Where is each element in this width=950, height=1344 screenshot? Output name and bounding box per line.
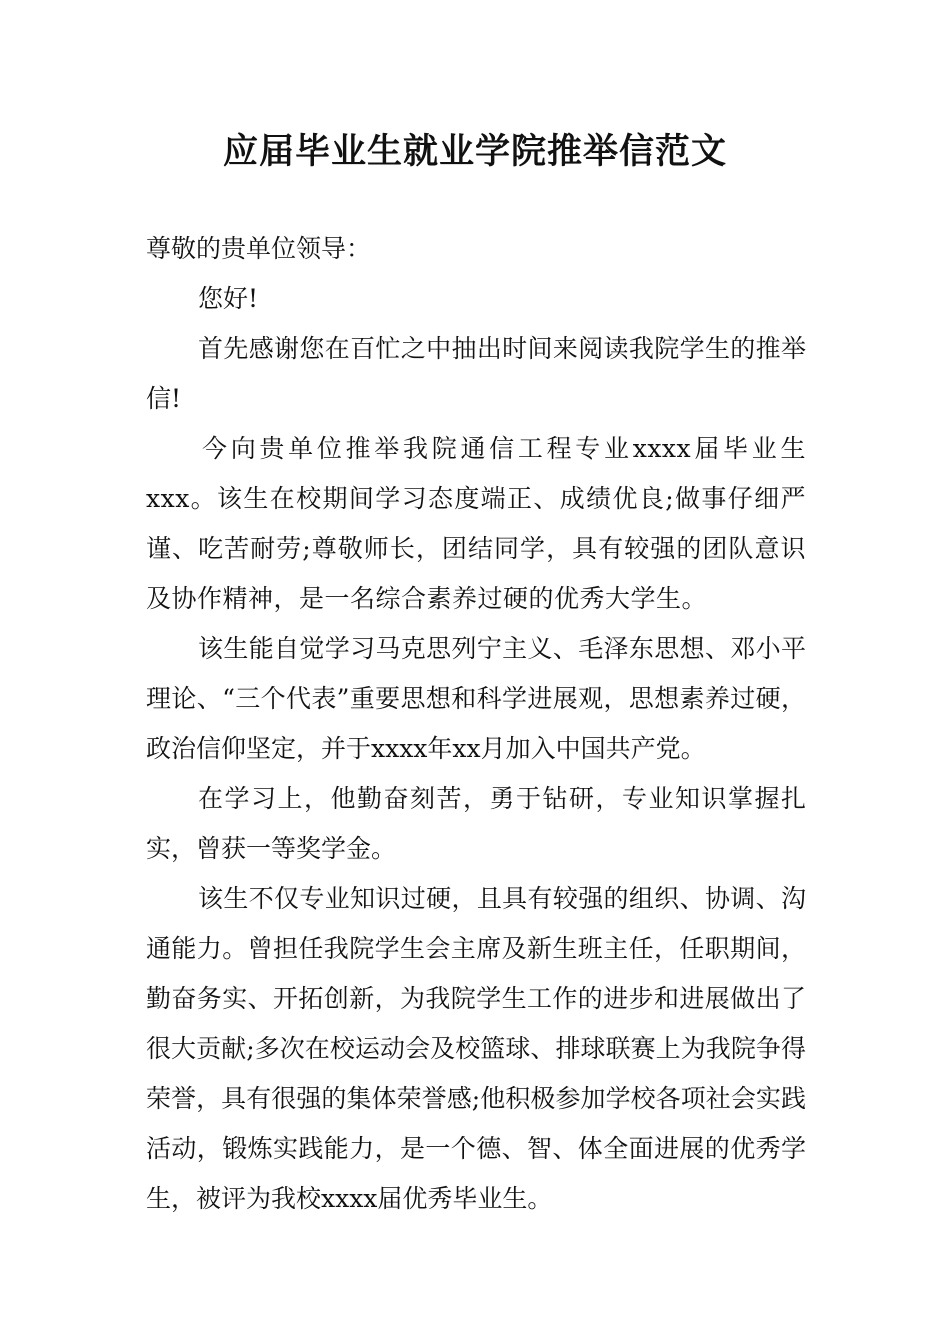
greeting-paragraph: 您好! (198, 284, 259, 313)
study-paragraph: 在学习上，他勤奋刻苦，勇于钻研，专业知识掌握扎实，曾获一等奖学金。 (146, 784, 806, 863)
political-paragraph: 该生能自觉学习马克思列宁主义、毛泽东思想、邓小平理论、“三个代表”重要思想和科学进展观，思想素养过硬，政治信仰坚定，并于xxxx年xx月加入中国共产党。 (146, 634, 806, 763)
recommendation-paragraph: 今向贵单位推举我院通信工程专业xxxx届毕业生xxx。该生在校期间学习态度端正、成绩优良;做事仔细严谨、吃苦耐劳;尊敬师长，团结同学，具有较强的团队意识及协作精神，是一名综合素养过硬的优秀大学生。 (146, 434, 806, 613)
salutation: 尊敬的贵单位领导： (146, 234, 372, 263)
thanks-paragraph: 首先感谢您在百忙之中抽出时间来阅读我院学生的推举信! (146, 334, 806, 413)
abilities-paragraph: 该生不仅专业知识过硬，且具有较强的组织、协调、沟通能力。曾担任我院学生会主席及新生班主任，任职期间，勤奋务实、开拓创新，为我院学生工作的进步和进展做出了很大贡献;多次在校运动会及校篮球、排球联赛上为我院争得荣誉，具有很强的集体荣誉感;他积极参加学校各项社会实践活动，锻炼实践能力，是一个德、智、体全面进展的优秀学生，被评为我校xxxx届优秀毕业生。 (146, 884, 806, 1213)
document-title: 应届毕业生就业学院推举信范文 (222, 132, 727, 172)
letter-body (146, 224, 806, 1224)
